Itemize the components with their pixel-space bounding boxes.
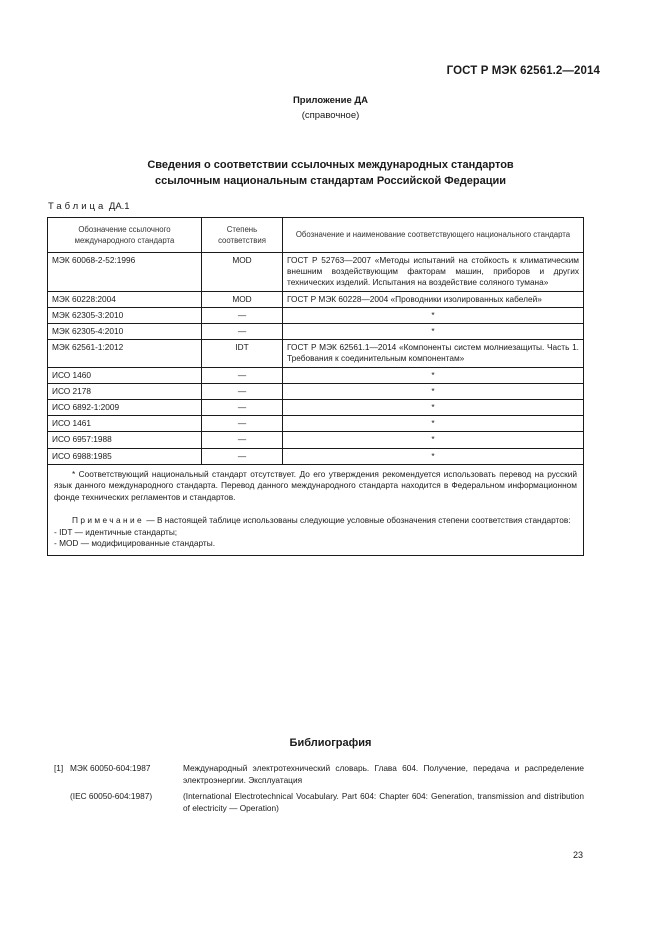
row-code: МЭК 62561-1:2012 xyxy=(48,340,202,367)
row-degree: — xyxy=(202,432,283,448)
table-row xyxy=(48,253,584,292)
header-national-standard: Обозначение и наименование соответствующего национального стандарта xyxy=(283,218,584,253)
section-title-line-2: ссылочным национальным стандартам Российской Федерации xyxy=(154,175,507,187)
row-national: * xyxy=(283,367,584,383)
table-row xyxy=(48,324,584,340)
row-degree: MOD xyxy=(202,253,283,292)
entry-number xyxy=(54,791,70,814)
entry-text: (International Electrotechnical Vocabulary. Part 604: Chapter 604: Generation, transmission and distribution of electricity — Operation) xyxy=(183,791,584,813)
row-national: * xyxy=(283,324,584,340)
header-international-standard: Обозначение ссылочного международного стандарта xyxy=(48,218,202,253)
table-footer xyxy=(48,464,584,555)
row-national: * xyxy=(283,416,584,432)
table-label-prefix: Таблица xyxy=(48,201,107,212)
table-row xyxy=(48,367,584,383)
table-row xyxy=(48,448,584,464)
row-national: * xyxy=(283,448,584,464)
row-code: ИСО 2178 xyxy=(48,383,202,399)
table-header-row xyxy=(48,218,584,253)
table-row xyxy=(48,416,584,432)
row-degree: — xyxy=(202,324,283,340)
table-note xyxy=(54,515,577,527)
row-code: ИСО 6892-1:2009 xyxy=(48,400,202,416)
row-code: МЭК 60068-2-52:1996 xyxy=(48,253,202,292)
correspondence-table xyxy=(47,217,584,556)
table-row xyxy=(48,432,584,448)
row-national: * xyxy=(283,383,584,399)
row-national: * xyxy=(283,307,584,323)
table-row xyxy=(48,383,584,399)
row-degree: — xyxy=(202,383,283,399)
appendix-title: Приложение ДА xyxy=(292,95,369,106)
row-code: ИСО 6957:1988 xyxy=(48,432,202,448)
bibliography-entry xyxy=(54,763,584,786)
bibliography-entry xyxy=(54,791,584,814)
bibliography-list xyxy=(54,763,584,819)
row-code: ИСО 6988:1985 xyxy=(48,448,202,464)
row-code: МЭК 62305-3:2010 xyxy=(48,307,202,323)
entry-code: (IEC 60050-604:1987) xyxy=(70,791,153,801)
standard-designation: ГОСТ Р МЭК 62561.2—2014 xyxy=(446,65,600,77)
row-code: ИСО 1461 xyxy=(48,416,202,432)
note-label: Примечание xyxy=(72,515,145,526)
row-national: ГОСТ Р 52763—2007 «Методы испытаний на стойкость к климатическим внешним воздействующим факторам машин, приборов и других технических изделий. Испытания на воздействие соляного тумана» xyxy=(283,253,584,292)
table-footer-row xyxy=(48,464,584,555)
row-degree: MOD xyxy=(202,291,283,307)
page-number: 23 xyxy=(572,850,583,860)
row-national: * xyxy=(283,400,584,416)
row-degree: — xyxy=(202,416,283,432)
entry-text: Международный электротехнический словарь. Глава 604. Получение, передача и распределение электроэнергии. Эксплуатация xyxy=(183,763,584,785)
table-row xyxy=(48,340,584,367)
table-row xyxy=(48,291,584,307)
table-label xyxy=(48,201,130,212)
table-row xyxy=(48,400,584,416)
row-degree: — xyxy=(202,307,283,323)
entry-number: [1] xyxy=(54,763,64,773)
note-text: — В настоящей таблице использованы следующие условные обозначения степени соответствия стандартов: xyxy=(146,515,571,526)
row-degree: — xyxy=(202,448,283,464)
row-code: ИСО 1460 xyxy=(48,367,202,383)
note-item-mod: - MOD — модифицированные стандарты. xyxy=(54,538,216,549)
row-code: МЭК 60228:2004 xyxy=(48,291,202,307)
row-degree: — xyxy=(202,367,283,383)
row-code: МЭК 62305-4:2010 xyxy=(48,324,202,340)
header-degree: Степень соответствия xyxy=(202,218,283,253)
row-national: ГОСТ Р МЭК 60228—2004 «Проводники изолированных кабелей» xyxy=(283,291,584,307)
bibliography-title: Библиография xyxy=(289,737,372,749)
table-label-number: ДА.1 xyxy=(108,201,130,212)
entry-code: МЭК 60050-604:1987 xyxy=(70,763,151,773)
section-title xyxy=(0,157,661,189)
table-footnote: * Соответствующий национальный стандарт отсутствует. До его утверждения рекомендуется использовать перевод на русский язык данного международного стандарта. Перевод данного международного стандарта находится в Федеральном информационном фонде технических регламентов и стандартов. xyxy=(54,468,577,502)
appendix-subtitle: (справочное) xyxy=(301,110,360,121)
row-national: ГОСТ Р МЭК 62561.1—2014 «Компоненты систем молниезащиты. Часть 1. Требования к соединительным компонентам» xyxy=(283,340,584,367)
row-degree: — xyxy=(202,400,283,416)
note-item-idt: - IDT — идентичные стандарты; xyxy=(54,526,178,537)
section-title-line-1: Сведения о соответствии ссылочных международных стандартов xyxy=(147,159,514,171)
row-degree: IDT xyxy=(202,340,283,367)
row-national: * xyxy=(283,432,584,448)
table-row xyxy=(48,307,584,323)
